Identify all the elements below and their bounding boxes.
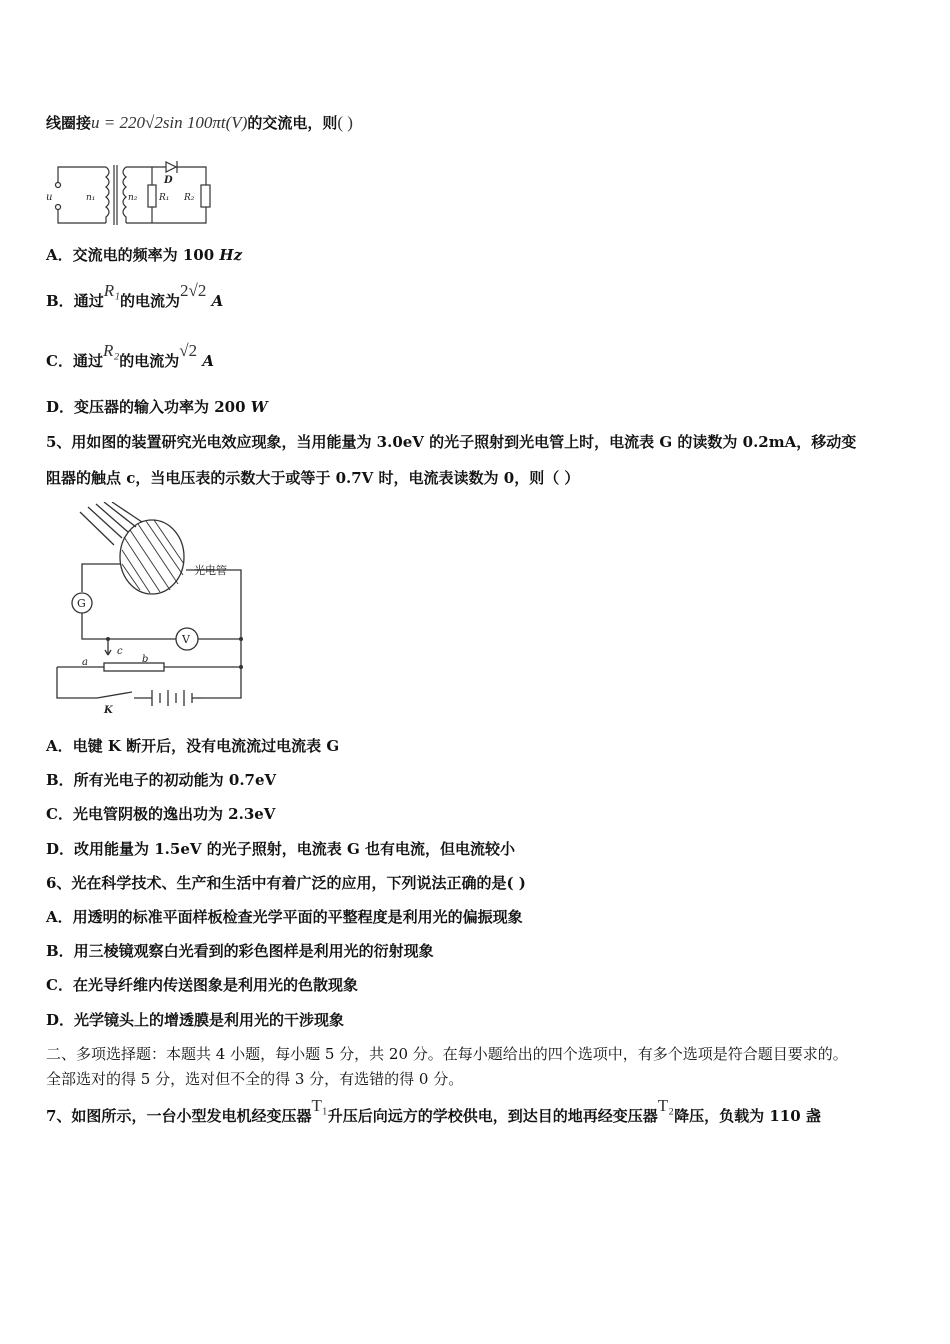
q7-stem: 7、如图所示，一台小型发电机经变压器T₁升压后向远方的学校供电，到达目的地再经变压器T₂降压，负载为 110 盏: [46, 1096, 821, 1125]
q4-option-a: A．交流电的频率为 100 Hz: [46, 246, 243, 264]
q4-option-b: B．通过R₁的电流为2√2 A: [46, 281, 224, 310]
transformer-circuit-figure: [44, 155, 212, 233]
q6-option-a: A．用透明的标准平面样板检查光学平面的平整程度是利用光的偏振现象: [46, 908, 523, 926]
q5-stem-line2: 阻器的触点 c，当电压表的示数大于或等于 0.7V 时，电流表读数为 0，则（ ）: [46, 469, 580, 487]
label-K: K: [104, 705, 113, 716]
q5-option-d: D．改用能量为 1.5eV 的光子照射，电流表 G 也有电流，但电流较小: [46, 840, 515, 858]
photoelectric-circuit-figure: [52, 502, 252, 720]
q4-option-d: D．变压器的输入功率为 200 W: [46, 398, 268, 416]
label-V: V: [182, 633, 190, 646]
label-a: a: [82, 657, 88, 668]
q6-option-c: C．在光导纤维内传送图象是利用光的色散现象: [46, 976, 358, 994]
q4-formula: u = 220√2sin 100πt(V): [91, 113, 248, 132]
label-b: b: [142, 654, 149, 665]
q6-option-d: D．光学镜头上的增透膜是利用光的干涉现象: [46, 1011, 345, 1029]
q5-option-b: B．所有光电子的初动能为 0.7eV: [46, 771, 277, 789]
q6-option-b: B．用三棱镜观察白光看到的彩色图样是利用光的衍射现象: [46, 942, 434, 960]
q4-intro: 线圈接u = 220√2sin 100πt(V)的交流电，则( ): [46, 113, 353, 132]
label-u: u: [46, 192, 53, 203]
label-n2: n₂: [128, 193, 138, 203]
section2-line1: 二、多项选择题：本题共 4 小题，每小题 5 分，共 20 分。在每小题给出的四个选项中，有多个选项是符合题目要求的。: [46, 1045, 848, 1063]
label-tube: 光电管: [194, 564, 227, 577]
section2-line2: 全部选对的得 5 分，选对但不全的得 3 分，有选错的得 0 分。: [46, 1070, 464, 1088]
label-G: G: [77, 597, 86, 610]
q5-option-c: C．光电管阴极的逸出功为 2.3eV: [46, 805, 276, 823]
label-R1: R₁: [159, 193, 170, 203]
q5-stem-line1: 5、用如图的装置研究光电效应现象，当用能量为 3.0eV 的光子照射到光电管上时，电流表 G 的读数为 0.2mA，移动变: [46, 433, 857, 451]
label-c: c: [117, 646, 123, 657]
label-R2: R₂: [184, 193, 195, 203]
q6-stem: 6、光在科学技术、生产和生活中有着广泛的应用，下列说法正确的是( ): [46, 874, 526, 892]
q5-option-a: A．电键 K 断开后，没有电流流过电流表 G: [46, 737, 340, 755]
q4-option-c: C．通过R₂的电流为√2 A: [46, 341, 214, 370]
label-n1: n₁: [86, 193, 96, 203]
label-D: D: [164, 175, 173, 186]
